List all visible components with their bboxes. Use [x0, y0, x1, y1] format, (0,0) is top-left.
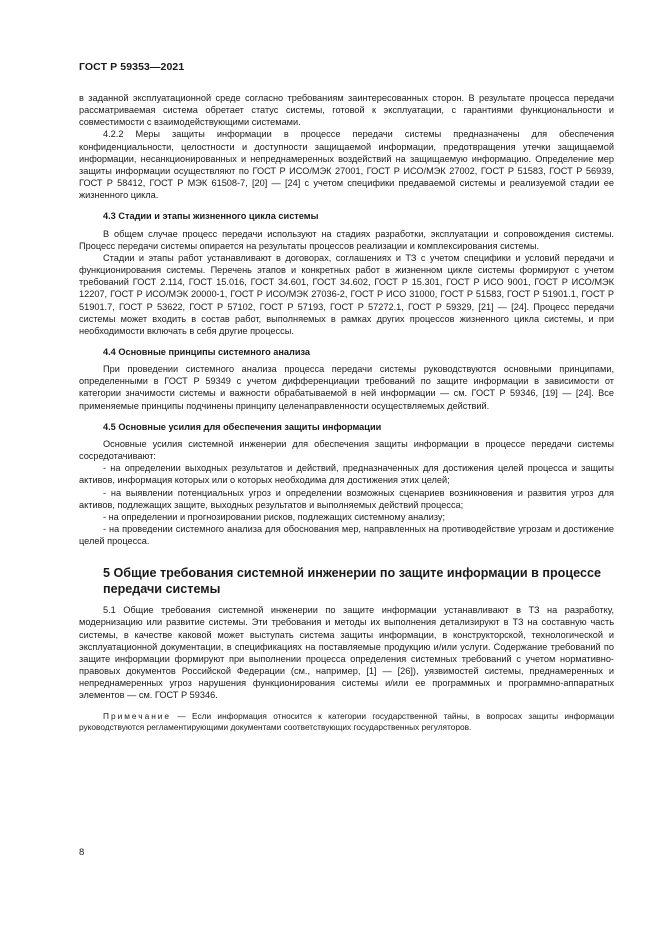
paragraph-4-3-a: В общем случае процесс передачи используют на стадиях разработки, эксплуатации и сопровождения системы. Процесс передачи системы опирается на результаты процессов реализации и комплексирования системы. [79, 228, 614, 251]
list-item: - на определении и прогнозировании рисков, подлежащих системному анализу; [103, 511, 446, 522]
paragraph-4-4: При проведении системного анализа процесса передачи системы руководствуются основными принципами, определенными в ГОСТ Р 59349 с учетом дифференциации требований по защите информации в зависимости от категории значимости системы и важности обрабатываемой в ней информации — см. ГОСТ Р 59346, [19] — [24]. Все применяемые принципы подчинены принципу целенаправленности осуществляемых действий. [79, 364, 614, 411]
note-text: — Если информация относится к категории государственной тайны, в вопросах защиты информации руководствуются регламентирующими документами соответствующих государственных регуляторов. [79, 710, 614, 732]
heading-4-3: 4.3 Стадии и этапы жизненного цикла системы [103, 211, 319, 222]
heading-4-4: 4.4 Основные принципы системного анализа [103, 346, 311, 357]
paragraph-4-3-b: Стадии и этапы работ устанавливают в договорах, соглашениях и ТЗ с учетом специфики и условий передачи и функционирования системы. Перечень этапов и конкретных работ в жизненном цикле системы формируют с учетом требований ГОСТ 2.114, ГОСТ 15.016, ГОСТ 34.601, ГОСТ 34.602, ГОСТ Р 15.301, ГОСТ Р ИСО 9001, ГОСТ Р ИСО/МЭК 12207, ГОСТ Р ИСО/МЭК 20000-1, ГОСТ Р ИСО/МЭК 27036-2, ГОСТ Р ИСО 31000, ГОСТ Р 51583, ГОСТ Р 51901.1, ГОСТ Р 51901.7, ГОСТ Р 53622, ГОСТ Р 57102, ГОСТ Р 57193, ГОСТ Р 57272.1, ГОСТ Р 59329, [21] — [24]. Процесс передачи системы может входить в состав работ, выполняемых в рамках других процессов жизненного цикла системы, и при необходимости включать в себя другие процессы. [79, 252, 614, 336]
heading-section-5: 5 Общие требования системной инженерии по защите информации в процессе передачи системы [103, 566, 601, 597]
paragraph-5-1: 5.1 Общие требования системной инженерии по защите информации устанавливают в ТЗ на разработку, модернизацию или развитие системы. Эти требования и методы их выполнения детализируют в ТЗ на составную часть системы, в качестве каковой может выступать система защиты информации, в конструкторской, технологической и эксплуатационной документации, в спецификациях на поставляемые продукцию и/или услуги. Содержание требований по защите информации формируют при выполнении процесса определения системных требований с учетом нормативно-правовых документов Российской Федерации (см., например, [1] — [26]), уязвимостей системы, преднамеренных и непреднамеренных угроз нарушения функционирования системы и/или ее программных и программно-аппаратных элементов — см. ГОСТ Р 59346. [79, 605, 614, 701]
list-item: - на выявлении потенциальных угроз и определении возможных сценариев возникновения и развития угроз для активов, подлежащих защите, выходных результатов и выполняемых действий процесса; [79, 487, 614, 510]
document-body [79, 92, 614, 741]
list-item: - на проведении системного анализа для обоснования мер, направленных на противодействие угрозам и достижение целей процесса. [79, 524, 614, 547]
note [79, 711, 614, 733]
heading-4-5: 4.5 Основные усилия для обеспечения защиты информации [103, 421, 382, 432]
page-number: 8 [79, 847, 85, 858]
paragraph-4-5: Основные усилия системной инженерии для обеспечения защиты информации в процессе передачи системы сосредотачивают: [79, 438, 614, 462]
list-item: - на определении выходных результатов и действий, предназначенных для достижения целей процесса и защиты активов, информация которых или о которых необходима для достижения этих целей; [79, 463, 614, 486]
document-code-header: ГОСТ Р 59353—2021 [79, 61, 185, 73]
paragraph-4-2-2: 4.2.2 Меры защиты информации в процессе передачи системы предназначены для обеспечения конфиденциальности, целостности и доступности защищаемой информации, предотвращения утечки защищаемой информации, несанкционированных и непреднамеренных воздействий на защищаемую информацию. Определение мер защиты информации осуществляют по ГОСТ Р ИСО/МЭК 27001, ГОСТ Р ИСО/МЭК 27002, ГОСТ Р 51583, ГОСТ Р 56939, ГОСТ Р 58412, ГОСТ Р МЭК 61508-7, [20] — [24] с учетом специфики предаваемой системы и реализуемой стадии ее жизненного цикла. [79, 129, 614, 201]
note-label: Примечание [103, 710, 172, 721]
paragraph-continuation: в заданной эксплуатационной среде согласно требованиям заинтересованных сторон. В результате процесса передачи рассматриваемая система обретает статус системы, готовой к эксплуатации, с гарантиями функциональности и совместимости с взаимодействующими системами. [79, 93, 614, 128]
